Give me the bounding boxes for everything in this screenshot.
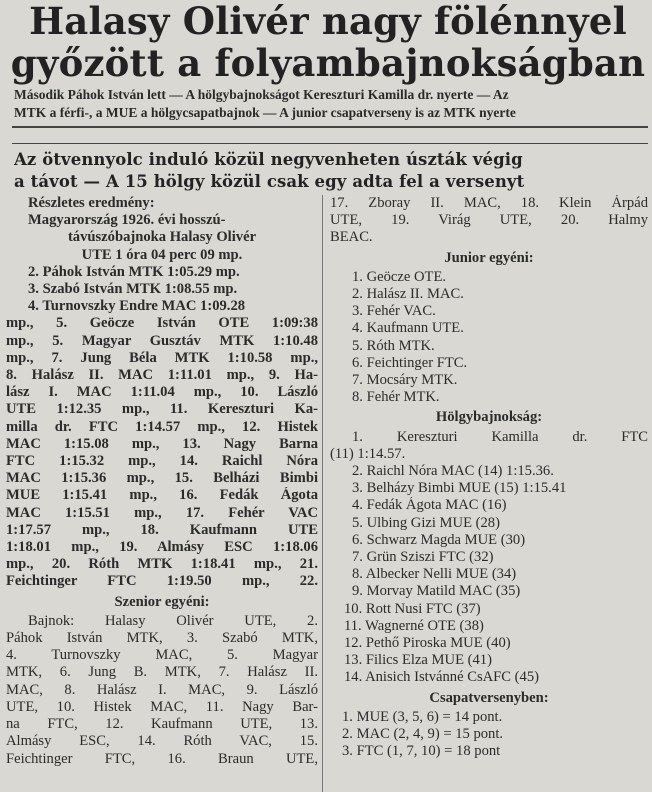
result-line: lász I. MAC 1:11.04 mp., 10. László: [6, 384, 318, 401]
subheadline-line-1: Második Páhok István lett — A hölgybajnokságot Kereszturi Kamilla dr. nyerte — Az: [14, 87, 509, 102]
junior-heading: Junior egyéni:: [444, 249, 534, 266]
women-list: [330, 429, 648, 687]
result-line: MUE 1:15.41 mp., 16. Fedák Ágota: [6, 487, 318, 504]
list-item: 8. Albecker Nelli MUE (34): [352, 566, 517, 583]
women-heading: Hölgybajnokság:: [435, 409, 543, 426]
senior-line: Feichtinger FTC, 16. Braun UTE,: [6, 750, 318, 767]
subheadline-line-2: MTK a férfi-, a MUE a hölgycsapatbajnok — A junior csapatverseny is az MTK nyerte: [14, 105, 516, 120]
headline-line-1: Halasy Olivér nagy fölénnyel: [29, 0, 627, 43]
champion-line: UTE 1 óra 04 perc 09 mp.: [81, 246, 243, 263]
result-line: Feichtinger FTC 1:19.50 mp., 22.: [6, 573, 318, 590]
champion-block: [6, 212, 318, 264]
results-body: [6, 298, 318, 590]
result-line: 2. Páhok István MTK 1:05.29 mp.: [28, 263, 240, 280]
list-item: 13. Filics Elza MUE (41): [344, 652, 492, 669]
secondary-headline-line-1: Az ötvennyolc induló közül negyvenheten úszták végig: [14, 150, 523, 169]
champion-line: Magyarország 1926. évi hosszú-: [28, 212, 226, 229]
subheadline: [14, 86, 646, 122]
senior-line: UTE, 10. Histek MAC, 11. Nagy Bar-: [6, 698, 318, 715]
list-item: 7. Grün Sziszi FTC (32): [352, 549, 494, 566]
team-list: [330, 709, 648, 761]
left-column: [6, 195, 318, 792]
list-item: 2. Raichl Nóra MAC (14) 1:15.36.: [352, 463, 554, 480]
senior-line: Páhok István MTK, 3. Szabó MTK,: [6, 630, 318, 647]
senior-results: [6, 613, 318, 768]
list-item: 12. Pethő Piroska MUE (40): [344, 635, 511, 652]
list-item: 8. Fehér MTK.: [352, 389, 440, 406]
list-item: 1. Kereszturi Kamilla dr. FTC: [352, 428, 648, 445]
list-item: 3. Fehér VAC.: [352, 303, 436, 320]
list-item: 4. Fedák Ágota MAC (16): [352, 497, 507, 514]
list-item: 10. Rott Nusi FTC (37): [344, 600, 481, 617]
senior-line: 4. Turnovszky MAC, 5. Magyar: [6, 647, 318, 664]
result-line: UTE 1:12.35 mp., 11. Kereszturi Ka-: [6, 401, 318, 418]
senior-line: UTE, 19. Virág UTE, 20. Halmy: [330, 212, 648, 229]
list-item: (11) 1:14.57.: [330, 445, 406, 462]
result-line: mp., 5. Geöcze István OTE 1:09:38: [6, 315, 318, 332]
senior-line: MTK, 6. Jung B. MTK, 7. Halász II.: [6, 664, 318, 681]
headline: [10, 0, 646, 84]
result-line: mp., 20. Róth MTK 1:18.41 mp., 21.: [6, 556, 318, 573]
right-column: [330, 195, 648, 792]
secondary-headline: [14, 149, 646, 193]
results-top: [6, 264, 318, 298]
list-item: 9. Morvay Matild MAC (35): [352, 583, 521, 600]
list-item: 5. Róth MTK.: [352, 337, 435, 354]
senior-results-continued: [330, 195, 648, 247]
list-item: 6. Feichtinger FTC.: [352, 354, 468, 371]
list-item: 5. Ulbing Gizi MUE (28): [352, 514, 500, 531]
senior-line: BEAC.: [330, 229, 373, 246]
divider-rule: [12, 126, 648, 128]
result-line: mp., 5. Magyar Gusztáv MTK 1:10.48: [6, 332, 318, 349]
list-item: 4. Kaufmann UTE.: [352, 320, 464, 337]
list-item: 3. FTC (1, 7, 10) = 18 pont: [342, 743, 501, 760]
list-item: 14. Anisich Istvánné CsAFC (45): [344, 669, 539, 686]
list-item: 2. Halász II. MAC.: [352, 286, 464, 303]
list-item: 2. MAC (2, 4, 9) = 15 pont.: [342, 726, 504, 743]
secondary-headline-line-2: a távot — A 15 hölgy közül csak egy adta fel a versenyt: [14, 172, 525, 191]
list-item: 11. Wagnerné OTE (38): [344, 617, 484, 634]
result-line: 4. Turnovszky Endre MAC 1:09.28: [28, 298, 246, 315]
result-line: 8. Halász II. MAC 1:11.01 mp., 9. Ha-: [6, 367, 318, 384]
junior-list: [330, 269, 648, 407]
column-divider: [322, 195, 323, 792]
divider-rule-thin: [12, 143, 648, 144]
result-line: 3. Szabó István MTK 1:08.55 mp.: [28, 281, 238, 298]
result-line: MAC 1:15.36 mp., 15. Belházi Bimbi: [6, 470, 318, 487]
senior-line: MAC, 8. Halász I. MAC, 9. László: [6, 681, 318, 698]
list-item: 3. Belházy Bimbi MUE (15) 1:15.41: [352, 480, 567, 497]
senior-line: Almásy ESC, 14. Róth VAC, 15.: [6, 733, 318, 750]
list-item: 1. MUE (3, 5, 6) = 14 pont.: [342, 708, 503, 725]
senior-line: Bajnok: Halasy Olivér UTE, 2.: [28, 612, 318, 629]
senior-line: 17. Zboray II. MAC, 18. Klein Árpád: [330, 195, 648, 211]
senior-heading: Szenior egyéni:: [114, 593, 210, 610]
result-line: 1:17.57 mp., 18. Kaufmann UTE: [6, 521, 318, 538]
result-line: mp., 7. Jung Béla MTK 1:10.58 mp.,: [6, 349, 318, 366]
result-line: FTC 1:15.32 mp., 14. Raichl Nóra: [6, 453, 318, 470]
result-line: 1:18.01 mp., 19. Almásy ESC 1:18.06: [6, 539, 318, 556]
result-line: milla dr. FTC 1:14.57 mp., 12. Histek: [6, 418, 318, 435]
headline-line-2: győzött a folyambajnokságban: [10, 41, 646, 85]
senior-line: na FTC, 12. Kaufmann UTE, 13.: [6, 716, 318, 733]
team-heading: Csapatversenyben:: [429, 689, 549, 706]
result-line: MAC 1:15.08 mp., 13. Nagy Barna: [6, 435, 318, 452]
results-lead: Részletes eredmény:: [28, 195, 155, 211]
list-item: 7. Mocsáry MTK.: [352, 372, 458, 389]
result-line: MAC 1:15.51 mp., 17. Fehér VAC: [6, 504, 318, 521]
list-item: 1. Geöcze OTE.: [352, 268, 447, 285]
champion-line: távúszóbajnoka Halasy Olivér: [67, 229, 257, 246]
list-item: 6. Schwarz Magda MUE (30): [352, 531, 526, 548]
